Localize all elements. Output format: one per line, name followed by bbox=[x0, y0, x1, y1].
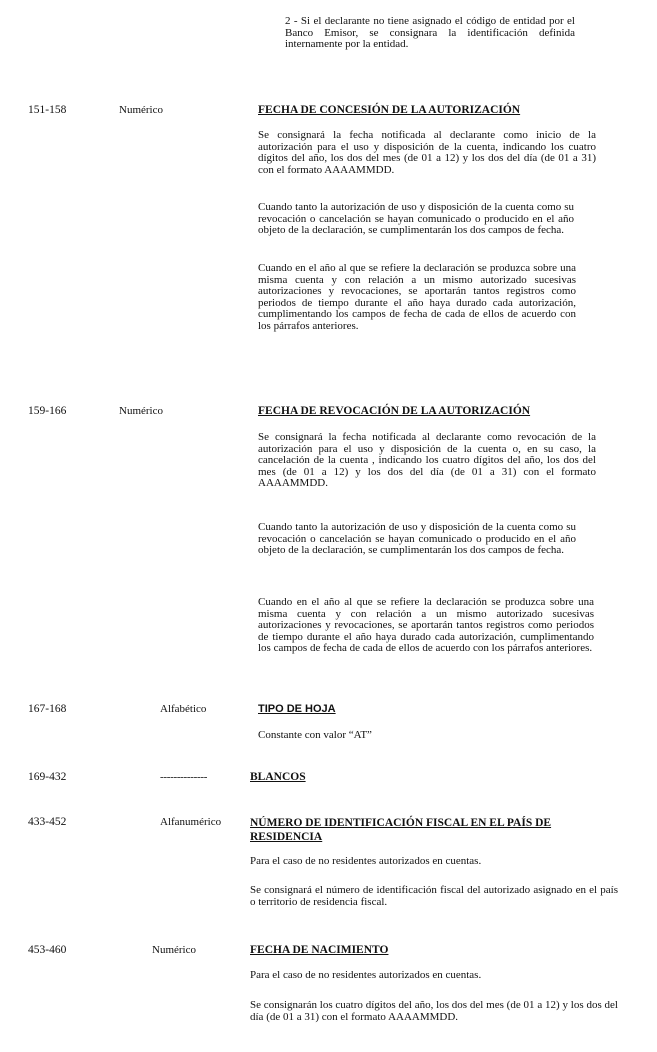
intro-note: 2 - Si el declarante no tiene asignado el código de entidad por el Banco Emisor, se consignara la identificación definida internamente por la entidad. bbox=[285, 15, 575, 50]
field-description: Se consignará el número de identificación fiscal del autorizado asignado en el país o territorio de residencia fiscal. bbox=[250, 884, 618, 908]
field-title: FECHA DE NACIMIENTO bbox=[250, 944, 389, 956]
field-description: Para el caso de no residentes autorizados en cuentas. bbox=[250, 855, 482, 867]
field-description: Se consignarán los cuatro dígitos del año, los dos del mes (de 01 a 12) y los dos del día (de 01 a 31) con el formato AAAAMMDD. bbox=[250, 999, 618, 1023]
field-position: 169-432 bbox=[28, 771, 67, 783]
field-title: FECHA DE REVOCACIÓN DE LA AUTORIZACIÓN bbox=[258, 405, 531, 417]
field-description: Se consignará la fecha notificada al declarante como revocación de la autorización para el uso y disposición de la cuenta o, en su caso, la cancelación de la cuenta , indicando los cuatro dígitos del año, los dos del mes (de 01 a 12) y los dos del día (de 01 a 31) con el formato AAAAMMDD. bbox=[258, 431, 596, 489]
field-type: Numérico bbox=[152, 944, 196, 956]
field-description: Cuando tanto la autorización de uso y disposición de la cuenta como su revocación o cancelación se hayan comunicado o producido en el año objeto de la declaración, se cumplimentarán los dos campos de fecha. bbox=[258, 201, 574, 236]
field-type: Alfabético bbox=[160, 703, 207, 715]
field-position: 151-158 bbox=[28, 104, 67, 116]
field-description: Cuando tanto la autorización de uso y disposición de la cuenta como su revocación o cancelación se hayan comunicado o producido en el año objeto de la declaración, se cumplimentarán los dos campos de fecha. bbox=[258, 521, 576, 556]
field-position: 159-166 bbox=[28, 405, 67, 417]
field-position: 433-452 bbox=[28, 816, 67, 828]
field-position: 453-460 bbox=[28, 944, 67, 956]
field-title: TIPO DE HOJA bbox=[258, 703, 336, 715]
field-type: Numérico bbox=[119, 104, 163, 116]
field-position: 167-168 bbox=[28, 703, 67, 715]
field-description: Cuando en el año al que se refiere la declaración se produzca sobre una misma cuenta y con relación a un mismo autorizado sucesivas autorizaciones y revocaciones, se aportarán tantos registros como periodos de tiempo durante el año haya durado cada autorización, cumplimentando los campos de fecha de cada de ellos de acuerdo con los párrafos anteriores. bbox=[258, 262, 576, 332]
field-type: Alfanumérico bbox=[160, 816, 222, 828]
field-description: Constante con valor “AT” bbox=[258, 729, 372, 741]
field-title: NÚMERO DE IDENTIFICACIÓN FISCAL EN EL PAÍS DE RESIDENCIA bbox=[250, 817, 552, 843]
field-description: Se consignará la fecha notificada al declarante como inicio de la autorización para el uso y disposición de la cuenta, indicando los cuatro dígitos del año, los dos del mes (de 01 a 12) y los dos del día (de 01 a 31) con el formato AAAAMMDD. bbox=[258, 129, 596, 176]
field-type: Numérico bbox=[119, 405, 163, 417]
field-type: -------------- bbox=[160, 771, 208, 783]
field-title: FECHA DE CONCESIÓN DE LA AUTORIZACIÓN bbox=[258, 104, 521, 116]
field-description: Cuando en el año al que se refiere la declaración se produzca sobre una misma cuenta y con relación a un mismo autorizado sucesivas autorizaciones y revocaciones, se aportarán tantos registros como periodos de tiempo durante el año haya durado cada autorización, cumplimentando los campos de fecha de cada de ellos de acuerdo con los párrafos anteriores. bbox=[258, 596, 594, 654]
field-title: BLANCOS bbox=[250, 771, 306, 783]
field-description: Para el caso de no residentes autorizados en cuentas. bbox=[250, 969, 482, 981]
